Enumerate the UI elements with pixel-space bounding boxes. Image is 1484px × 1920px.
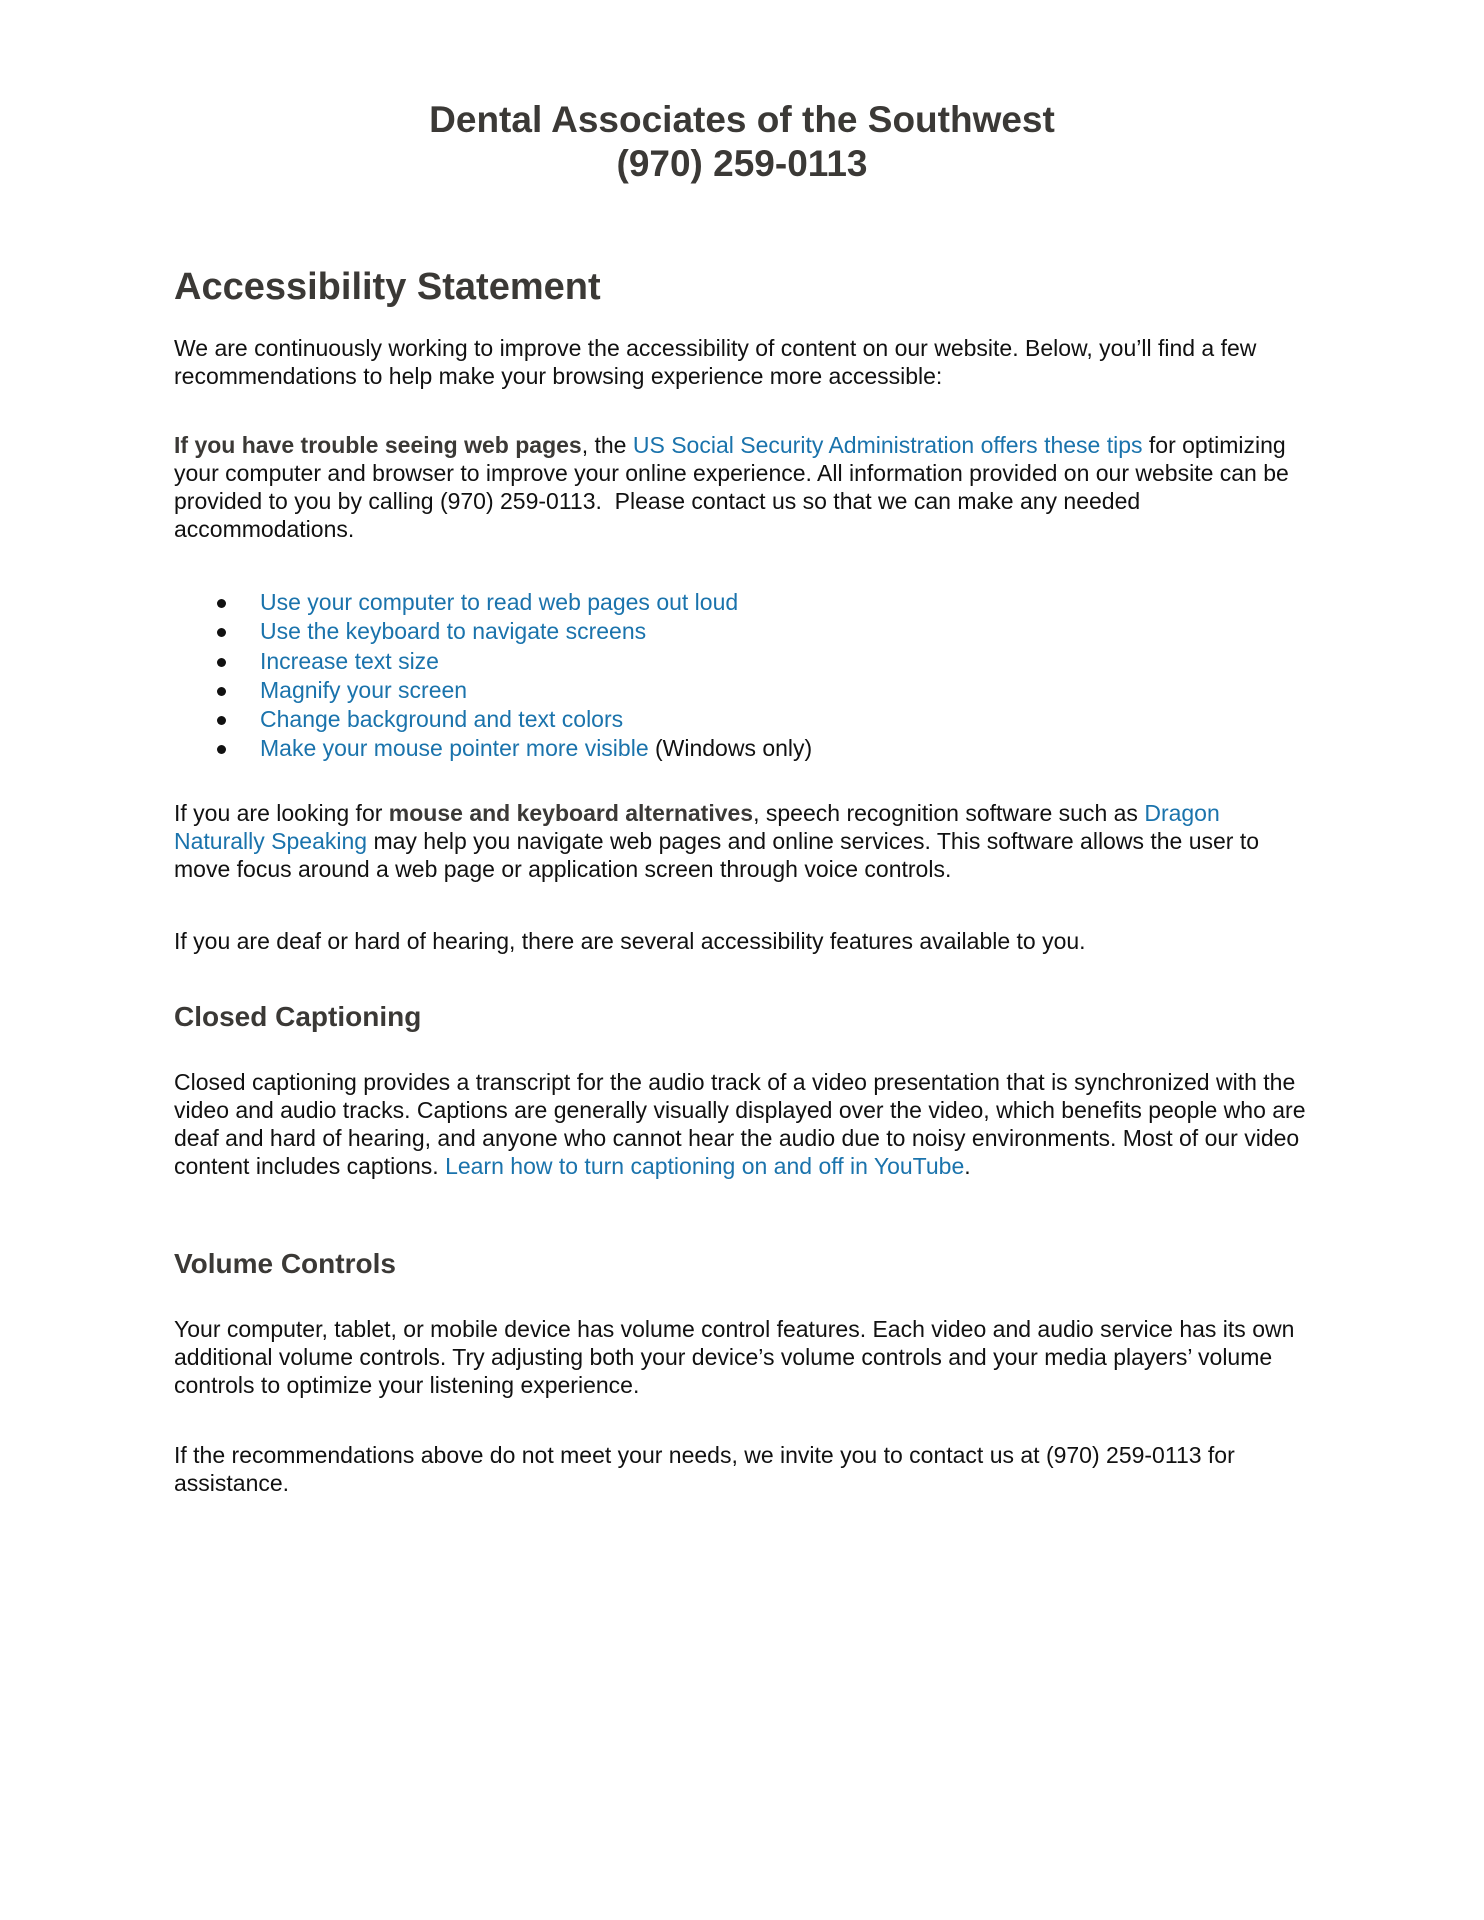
volume-controls-heading: Volume Controls (174, 1248, 396, 1279)
mk-bold: mouse and keyboard alternatives (388, 800, 754, 826)
vision-lead: If you have trouble seeing web pages (174, 432, 582, 458)
volume-controls-paragraph: Your computer, tablet, or mobile device has volume control features. Each video and audio service has its own additional volume controls. Try adjusting both your device’s volume controls and your media players’ volume controls to optimize your listening experience. (174, 1316, 1295, 1398)
closed-captioning-paragraph (174, 1068, 1309, 1180)
ssa-tips-link[interactable]: US Social Security Administration offers these tips (632, 432, 1143, 458)
document-header (0, 98, 1484, 186)
tip-suffix: (Windows only) (648, 735, 813, 762)
vision-paragraph (174, 431, 1304, 543)
tip-link-read-aloud[interactable]: Use your computer to read web pages out loud (260, 589, 739, 615)
tips-list (174, 588, 812, 764)
bullet-icon (217, 628, 226, 637)
intro-paragraph: We are continuously working to improve the accessibility of content on our website. Below, you’ll find a few recommendations to help make your browsing experience more accessible: (174, 335, 1257, 389)
vision-connector: , the (581, 432, 633, 458)
hearing-intro: If you are deaf or hard of hearing, there are several accessibility features available to you. (174, 928, 1086, 954)
page-title: Accessibility Statement (174, 266, 601, 308)
bullet-icon (217, 716, 226, 725)
bullet-icon (217, 658, 226, 667)
list-item (174, 734, 812, 763)
bullet-icon (217, 745, 226, 754)
tip-link-text-size[interactable]: Increase text size (260, 647, 439, 674)
list-item (174, 617, 812, 646)
list-item (174, 588, 812, 617)
bullet-icon (217, 687, 226, 696)
tip-link-colors[interactable]: Change background and text colors (260, 706, 624, 733)
tip-link-mouse-pointer[interactable]: Make your mouse pointer more visible (260, 735, 649, 762)
list-item (174, 676, 812, 705)
closing-paragraph: If the recommendations above do not meet your needs, we invite you to contact us at (970) 259-0113 for assistance. (174, 1442, 1235, 1496)
organization-name: Dental Associates of the Southwest (429, 99, 1055, 140)
cc-end: . (964, 1153, 971, 1179)
youtube-captioning-link[interactable]: Learn how to turn captioning on and off in YouTube (445, 1153, 965, 1179)
mouse-keyboard-paragraph (174, 799, 1314, 883)
dragon-link[interactable]: Dragon Naturally Speaking (174, 800, 1220, 854)
bullet-icon (217, 599, 226, 608)
list-item (174, 705, 812, 734)
mk-rest: may help you navigate web pages and online services. This software allows the user to move focus around a web page or application screen through voice controls. (174, 828, 1260, 882)
closed-captioning-heading: Closed Captioning (174, 1001, 422, 1032)
vision-rest: for optimizing your computer and browser to improve your online experience. All information provided on our website can be provided to you by calling (970) 259-0113. Please contact us so that we can make any needed accommodations. (174, 432, 1289, 542)
mk-prefix: If you are looking for (174, 800, 389, 826)
list-item (174, 647, 812, 676)
mk-middle: , speech recognition software such as (753, 800, 1145, 826)
cc-text: Closed captioning provides a transcript for the audio track of a video presentation that is synchronized with the video and audio tracks. Captions are generally visually displayed over the video, which benefits people who are deaf and hard of hearing, and anyone who cannot hear the audio due to noisy environments. Most of our video content includes captions. (174, 1069, 1306, 1179)
tip-link-keyboard[interactable]: Use the keyboard to navigate screens (260, 618, 647, 645)
tip-link-magnify[interactable]: Magnify your screen (260, 676, 468, 703)
organization-phone: (970) 259-0113 (616, 143, 868, 184)
